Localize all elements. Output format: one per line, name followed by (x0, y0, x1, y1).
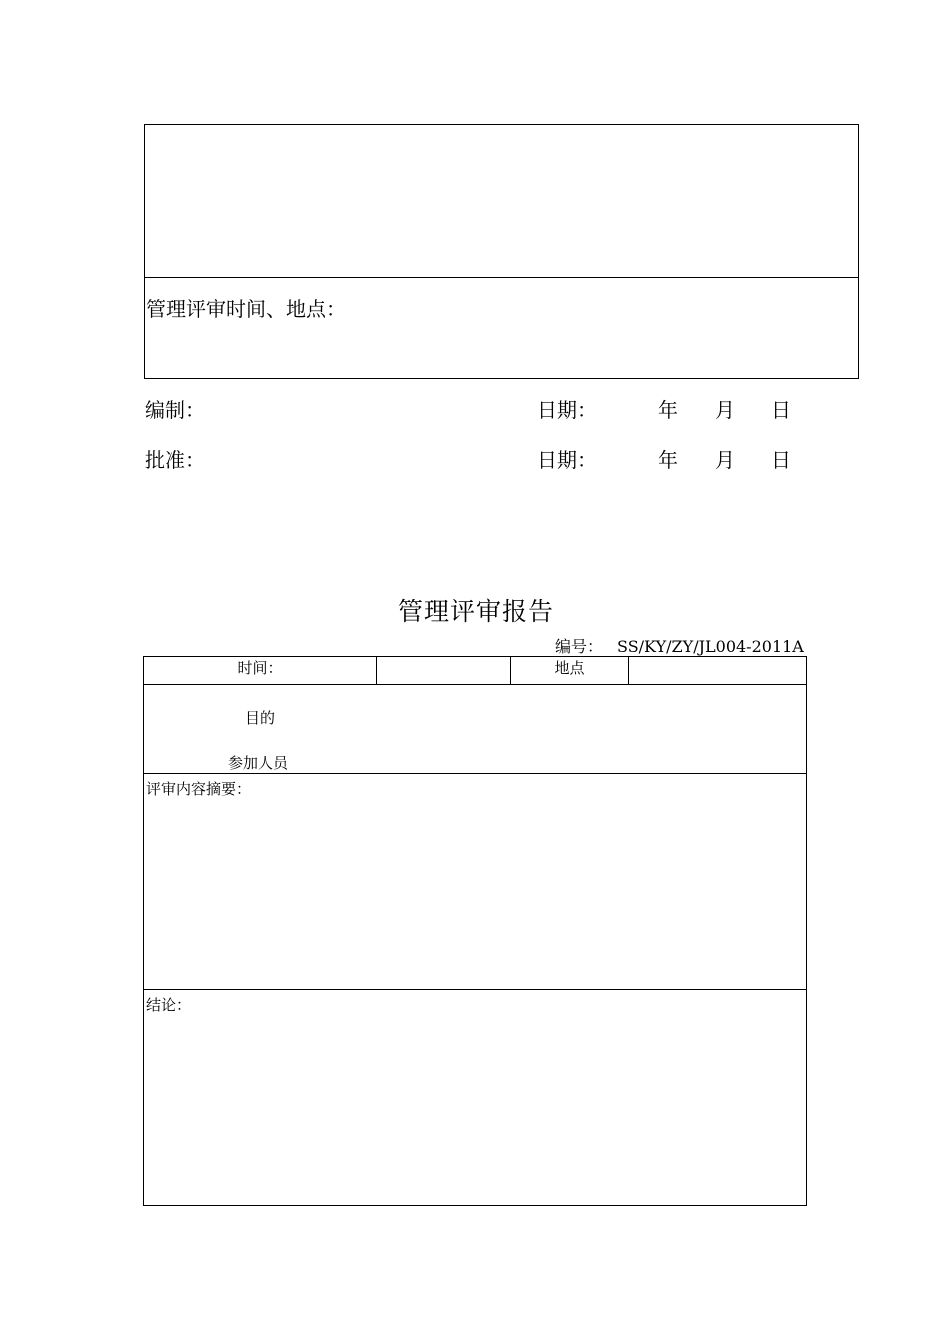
compiled-year-label: 年 (658, 398, 678, 422)
place-value-cell[interactable] (629, 657, 807, 685)
compiled-day-label: 日 (771, 398, 791, 422)
document-number-label: 编号： (555, 637, 604, 656)
report-table (143, 656, 807, 1206)
document-number-value: SS/KY/ZY/JL004-2011A (617, 637, 804, 656)
top-form-divider (145, 277, 858, 278)
report-title: 管理评审报告 (398, 597, 555, 626)
purpose-label: 目的 (245, 709, 276, 727)
review-time-place-label: 管理评审时间、地点： (146, 297, 346, 321)
participants-label: 参加人员 (228, 754, 289, 772)
compiled-date-label: 日期： (537, 398, 597, 422)
place-label-cell (511, 657, 629, 685)
review-summary-label: 评审内容摘要： (146, 780, 252, 798)
review-summary-cell[interactable] (144, 774, 807, 990)
time-label-cell (144, 657, 377, 685)
table-row (144, 774, 807, 990)
time-value-cell[interactable] (377, 657, 511, 685)
conclusion-cell[interactable] (144, 990, 807, 1206)
purpose-participants-cell[interactable] (144, 685, 807, 774)
table-row (144, 990, 807, 1206)
compiled-by-label: 编制： (145, 398, 205, 422)
time-label: 时间： (237, 659, 283, 677)
approved-day-label: 日 (771, 448, 791, 472)
table-row (144, 657, 807, 685)
compiled-month-label: 月 (715, 398, 735, 422)
table-row (144, 685, 807, 774)
approved-month-label: 月 (715, 448, 735, 472)
approved-date-label: 日期： (537, 448, 597, 472)
top-form-box (144, 124, 859, 379)
approved-year-label: 年 (658, 448, 678, 472)
approved-by-label: 批准： (145, 448, 205, 472)
place-label: 地点 (554, 659, 585, 677)
document-number (555, 634, 804, 657)
conclusion-label: 结论： (146, 996, 192, 1014)
